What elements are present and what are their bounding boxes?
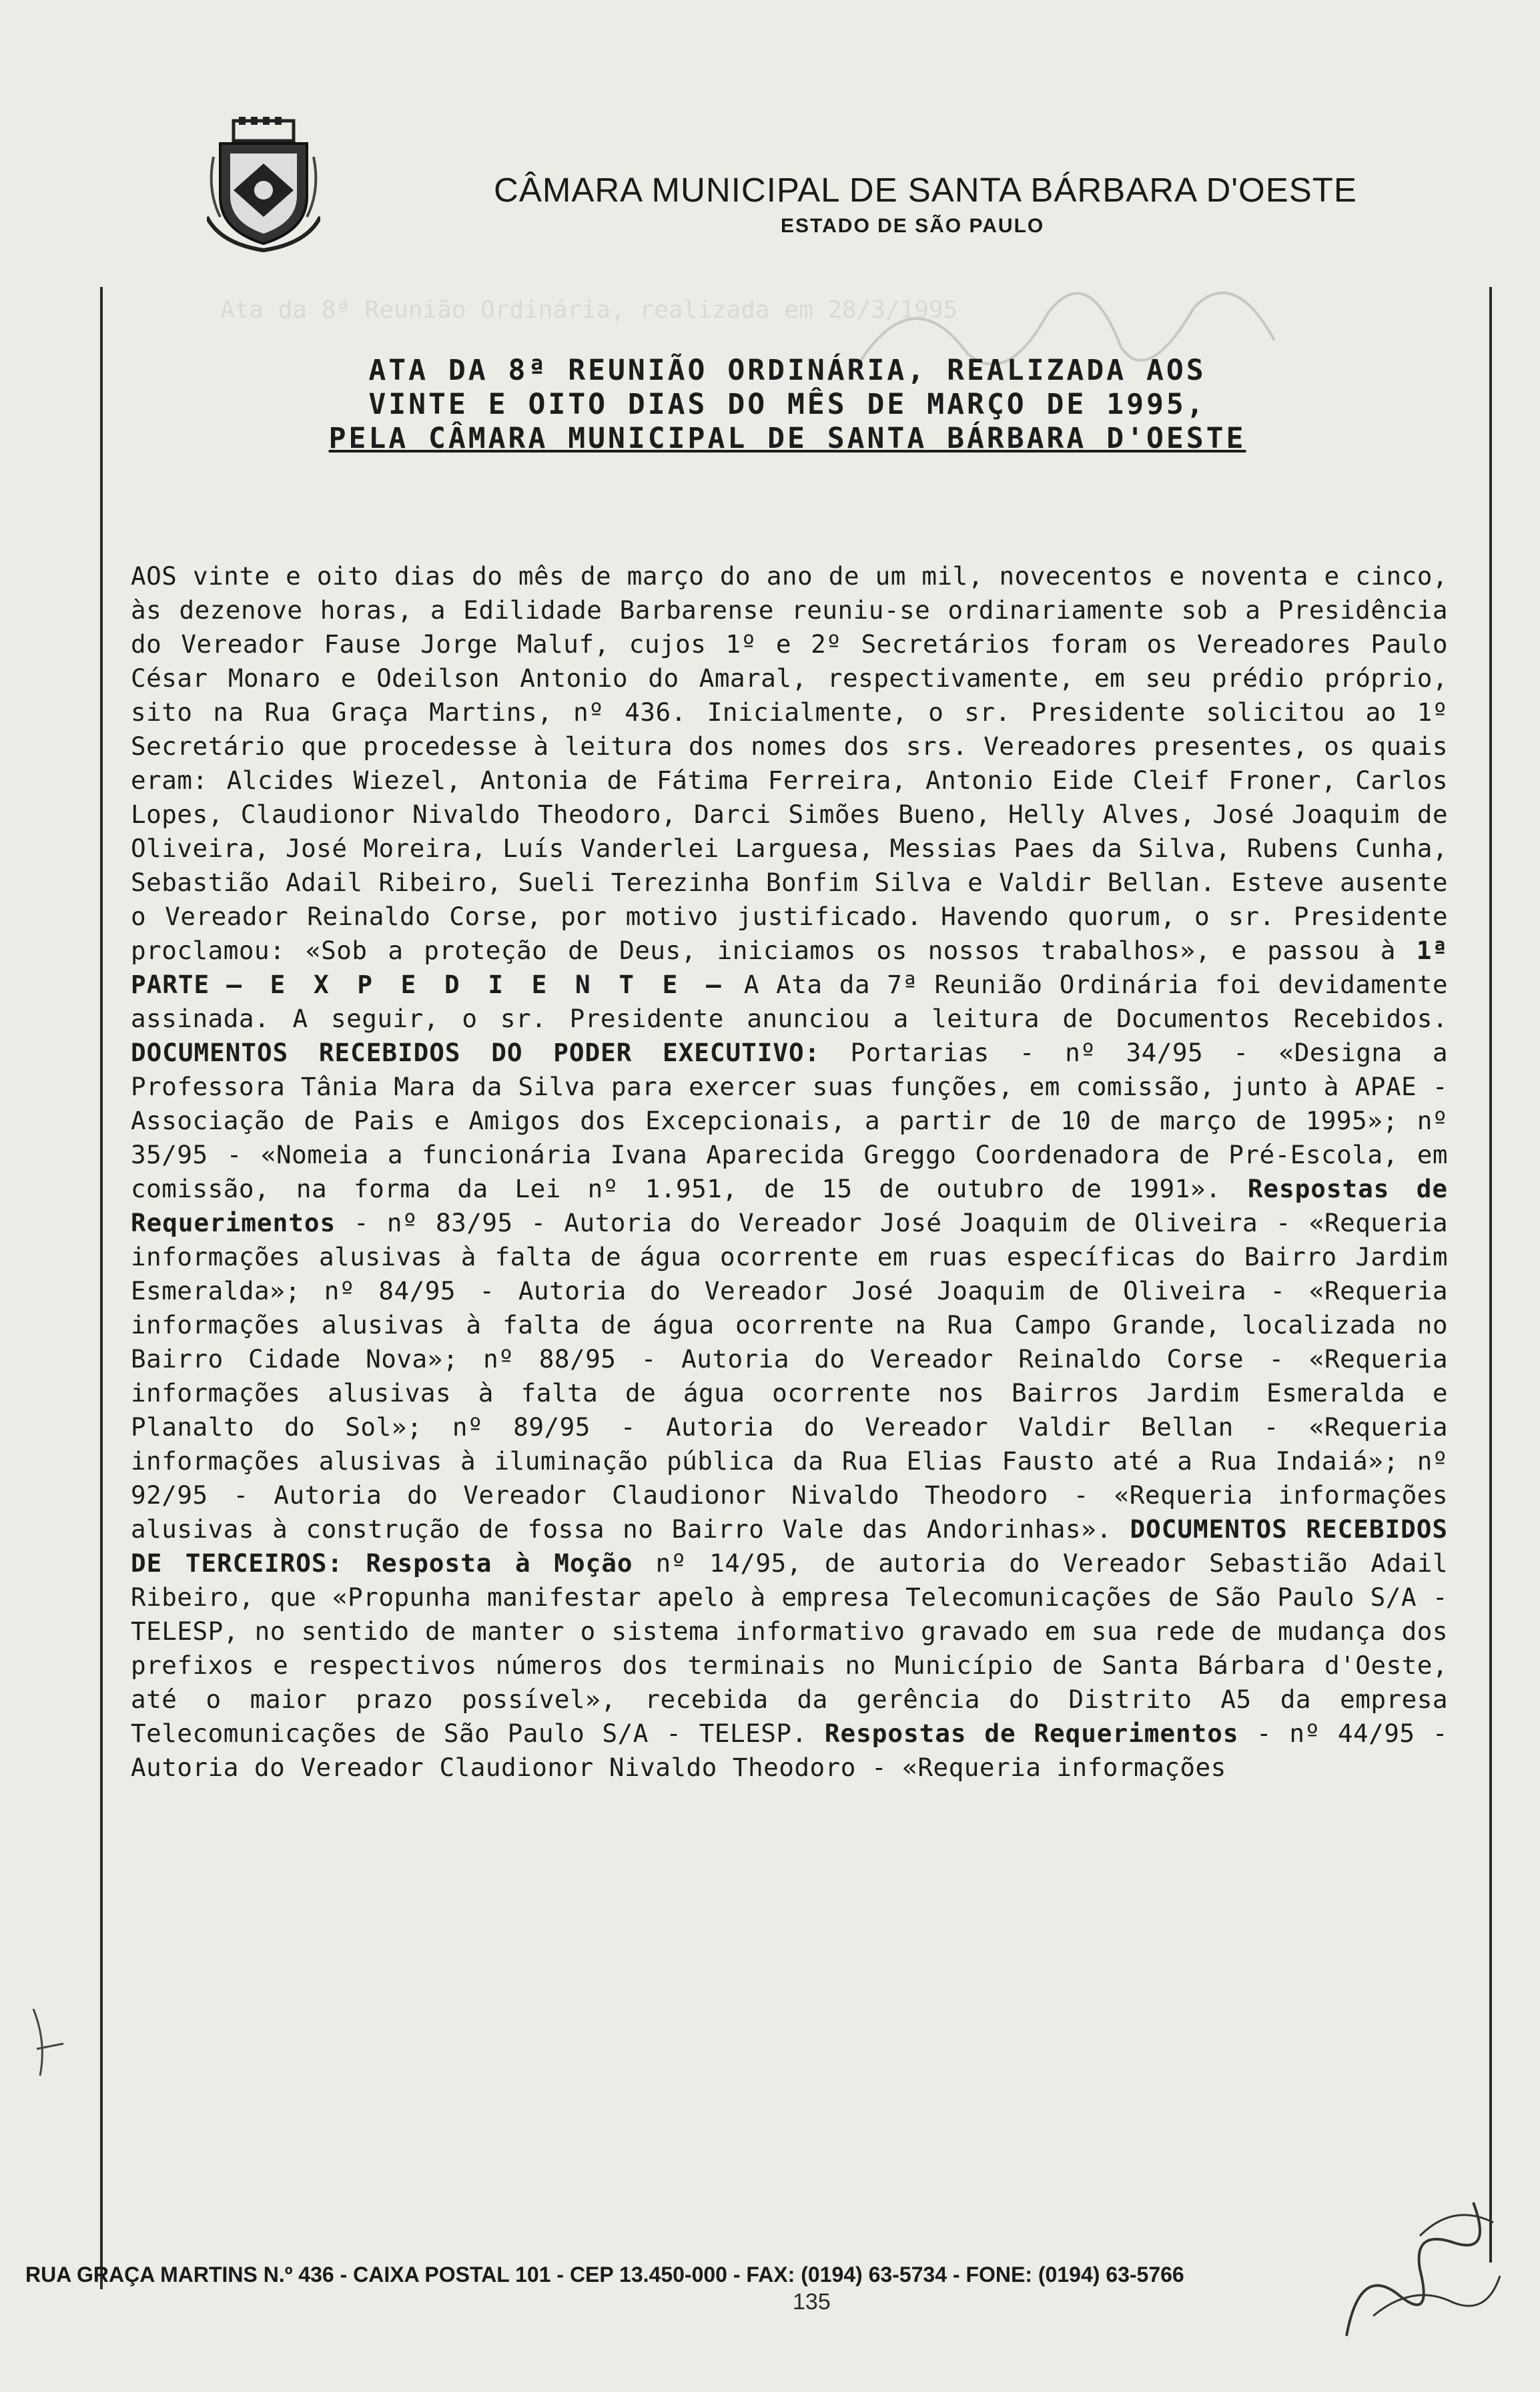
heading-responses-2: Respostas de Requerimentos: [824, 1719, 1239, 1748]
right-margin-line: [1489, 287, 1492, 2263]
margin-pen-mark: [27, 2002, 67, 2082]
heading-third-party-docs: DOCUMENTOS RECEBIDOS DE TERCEIROS:: [131, 1514, 1448, 1578]
text-requerimentos: - nº 83/95 - Autoria do Vereador José Joaquim de Oliveira - «Requeria informações alusivas à falta de água ocorrente em ruas específicas do Bairro Jardim Esmeralda»; nº 84/95 - Autoria do Vereador José Joaquim de Oliveira - «Requeria informações alusivas à falta de água ocorrente na Rua Campo Grande, localizada no Bairro Cidade Nova»; nº 88/95 - Autoria do Vereador Reinaldo Corse - «Requeria informações alusivas à falta de água ocorrente nos Bairros Jardim Esmeralda e Planalto do Sol»; nº 89/95 - Autoria do Vereador Valdir Bellan - «Requeria informações alusivas à iluminação pública da Rua Elias Fausto até a Rua Indaiá»; nº 92/95 - Autoria do Vereador Claudionor Nivaldo Theodoro - «Requeria informações alusivas à construção de fossa no Bairro Vale das Andorinhas».: [131, 1208, 1448, 1544]
title-line-1: ATA DA 8ª REUNIÃO ORDINÁRIA, REALIZADA AOS: [368, 354, 1206, 387]
heading-motion-response: Resposta à Moção: [366, 1548, 633, 1578]
text-portarias: Portarias - nº 34/95 - «Designa a Professora Tânia Mara da Silva para exercer suas funções, em comissão, junto à APAE - Associação de Pais e Amigos dos Excepcionais, a partir de 10 de março de 1995»; nº 35/95 - «Nomeia a funcionária Ivana Aparecida Greggo Coordenadora de Pré-Escola, em comissão, na forma da Lei nº 1.951, de 15 de outubro de 1991».: [131, 1038, 1448, 1203]
heading-responses-1: Respostas de Requerimentos: [131, 1174, 1448, 1237]
heading-expediente: — E X P E D I E N T E —: [226, 970, 727, 999]
heading-executive-docs: DOCUMENTOS RECEBIDOS DO PODER EXECUTIVO:: [131, 1038, 821, 1067]
minutes-body: [131, 559, 1448, 1785]
text-ata: A Ata da 7ª Reunião Ordinária foi devidamente assinada. A seguir, o sr. Presidente anunciou a leitura de Documentos Recebidos.: [131, 970, 1449, 1033]
text-mocao: nº 14/95, de autoria do Vereador Sebastião Adail Ribeiro, que «Propunha manifestar apelo à empresa Telecomunicações de São Paulo S/A - TELESP, no sentido de manter o sistema informativo gravado em sua rede de mudança dos prefixos e respectivos números dos terminais no Município de Santa Bárbara d'Oeste, até o maior prazo possível», recebida da gerência do Distrito A5 da empresa Telecomunicações de São Paulo S/A - TELESP.: [131, 1548, 1449, 1748]
page-number: 135: [793, 2289, 831, 2315]
heading-part: 1ª PARTE: [131, 936, 1448, 999]
handwritten-initials: [1320, 2162, 1520, 2363]
text-final: - nº 44/95 - Autoria do Vereador Claudionor Nivaldo Theodoro - «Requeria informações: [131, 1719, 1448, 1782]
header-title: CÂMARA MUNICIPAL DE SANTA BÁRBARA D'OESTE: [494, 171, 1357, 209]
minutes-paragraph: [131, 559, 1448, 1785]
bleed-through-text: Ata da 8ª Reunião Ordinária, realizada em 28/3/1995: [220, 296, 958, 324]
document-title: [220, 354, 1355, 456]
title-line-2: VINTE E OITO DIAS DO MÊS DE MARÇO DE 1995,: [368, 388, 1206, 421]
footer-address: RUA GRAÇA MARTINS N.º 436 - CAIXA POSTAL 101 - CEP 13.450-000 - FAX: (0194) 63-5734 - FONE: (0194) 63-5766: [25, 2263, 1184, 2287]
text-opening: AOS vinte e oito dias do mês de março do ano de um mil, novecentos e noventa e cinco, às dezenove horas, a Edilidade Barbarense reuniu-se ordinariamente sob a Presidência do Vereador Fause Jorge Maluf, cujos 1º e 2º Secretários foram os Vereadores Paulo César Monaro e Odeilson Antonio do Amaral, respectivamente, em seu prédio próprio, sito na Rua Graça Martins, nº 436. Inicialmente, o sr. Presidente solicitou ao 1º Secretário que procedesse à leitura dos nomes dos srs. Vereadores presentes, os quais eram: Alcides Wiezel, Antonia de Fátima Ferreira, Antonio Eide Cleif Froner, Carlos Lopes, Claudionor Nivaldo Theodoro, Darci Simões Bueno, Helly Alves, José Joaquim de Oliveira, José Moreira, Luís Vanderlei Larguesa, Messias Paes da Silva, Rubens Cunha, Sebastião Adail Ribeiro, Sueli Terezinha Bonfim Silva e Valdir Bellan. Esteve ausente o Vereador Reinaldo Corse, por motivo justificado. Havendo quorum, o sr. Presidente proclamou: «Sob a proteção de Deus, iniciamos os nossos trabalhos», e passou à: [131, 561, 1448, 965]
left-margin-line: [100, 287, 103, 2289]
header-subtitle: ESTADO DE SÃO PAULO: [781, 215, 1045, 237]
title-line-3: PELA CÂMARA MUNICIPAL DE SANTA BÁRBARA D'OESTE: [328, 422, 1246, 455]
coat-of-arms-icon: [207, 117, 320, 254]
